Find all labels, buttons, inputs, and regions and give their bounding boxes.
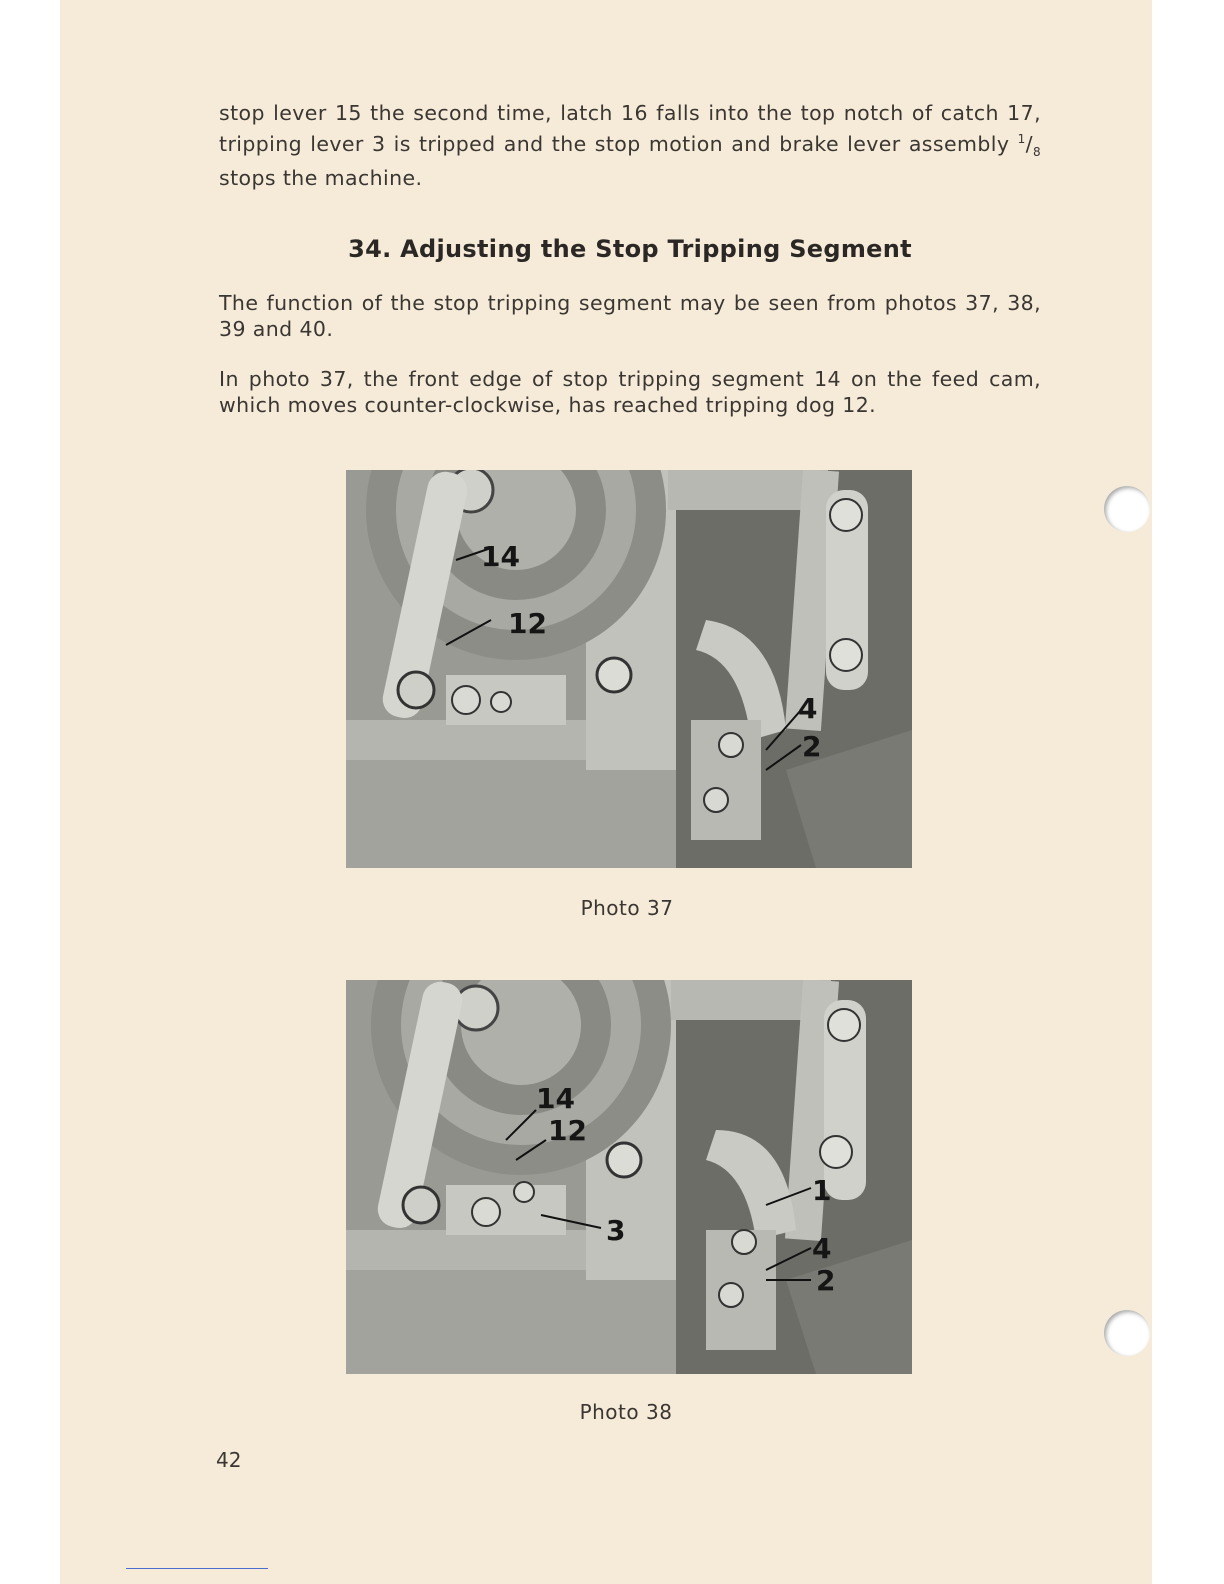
callout-1: 1: [812, 1174, 832, 1207]
photo-38-caption: Photo 38: [579, 1400, 673, 1424]
photo-37-illustration: [346, 470, 912, 868]
fraction-numerator: 1: [1017, 132, 1026, 146]
callout-3: 3: [606, 1214, 626, 1247]
callout-4: 4: [812, 1232, 832, 1265]
footer-rule: [126, 1568, 268, 1569]
photo-37-caption: Photo 37: [580, 896, 674, 920]
paragraph-top: stop lever 15 the second time, latch 16 falls into the top notch of catch 17, tripping lever 3 is tripped and the stop motion and brake lever assembly $^1/_8$ stops the machine.: [219, 101, 1041, 190]
paragraph-function: The function of the stop tripping segment may be seen from photos 37, 38, 39 and 40.: [219, 291, 1041, 341]
photo-38: [346, 980, 912, 1374]
punch-hole-bottom: [1104, 1310, 1150, 1356]
callout-14: 14: [481, 540, 520, 573]
callout-4: 4: [798, 692, 818, 725]
fraction-denominator: 8: [1032, 144, 1041, 159]
callout-14: 14: [536, 1082, 575, 1115]
paragraph-top-text: stop lever 15 the second time, latch 16 falls into the top notch of catch 17, tripping lever 3 is tripped and the stop motion and brake lever assembly: [219, 101, 1041, 156]
section-heading: 34. Adjusting the Stop Tripping Segment: [348, 235, 912, 263]
paragraph-top-text-end: stops the machine.: [219, 165, 423, 190]
callout-12: 12: [548, 1114, 587, 1147]
punch-hole-top: [1104, 486, 1150, 532]
callout-12: 12: [508, 607, 547, 640]
callout-2: 2: [816, 1264, 836, 1297]
page-number: 42: [216, 1448, 242, 1472]
photo-38-illustration: [346, 980, 912, 1374]
photo-37: [346, 470, 912, 868]
callout-2: 2: [802, 730, 822, 763]
paragraph-photo37: In photo 37, the front edge of stop tripping segment 14 on the feed cam, which moves counter-clockwise, has reached tripping dog 12.: [219, 367, 1041, 417]
